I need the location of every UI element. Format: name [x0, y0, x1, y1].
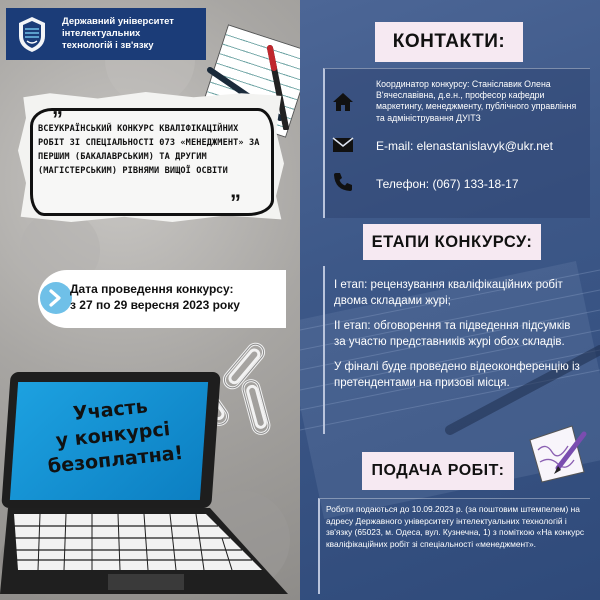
contacts-heading: КОНТАКТИ:: [375, 22, 523, 62]
home-icon: [331, 90, 355, 114]
free-line2: у конкурсі: [54, 418, 172, 452]
university-name: [62, 16, 202, 52]
free-line3: безоплатна!: [46, 441, 185, 478]
coordinator-info: Координатор конкурсу: Станіславик Олена В'ячеславівна, д.е.н., професор кафедри маркетингу, менеджменту, публічного управління та адміністрування ДУІТЗ: [376, 79, 577, 123]
arrow-badge: [40, 282, 72, 314]
stage-2: ІІ етап: обговорення та підведення підсумків за участю представників журі обох складів.: [334, 320, 571, 348]
university-emblem-icon: [12, 14, 52, 54]
contact-phone[interactable]: Телефон: (067) 133-18-17: [376, 177, 519, 191]
university-name-line3: технологій і зв'язку: [62, 40, 154, 51]
stages-heading: ЕТАПИ КОНКУРСУ:: [363, 224, 541, 260]
submission-heading: ПОДАЧА РОБІТ:: [362, 452, 514, 490]
laptop-keyboard: [0, 508, 290, 596]
free-line1: Участь: [71, 395, 149, 425]
phone-icon[interactable]: [331, 170, 355, 194]
quote-close-mark: ”: [230, 190, 241, 215]
signature-pen-icon: [524, 420, 590, 486]
arrow-right-icon: [40, 282, 72, 314]
submission-text: Роботи подаються до 10.09.2023 р. (за поштовим штемпелем) на адресу Державного університету інтелектуальних технологій і зв'язку (65023, м. Одеса, вул. Кузнечна, 1) з поміткою «На конкурс кваліфікаційних робіт зі спеціальності «менеджмент».: [326, 504, 585, 549]
quote-open-mark: „: [52, 94, 63, 119]
university-logo-bar[interactable]: [6, 8, 206, 60]
contact-email[interactable]: E-mail: elenastanislavyk@ukr.net: [376, 139, 553, 153]
mail-icon[interactable]: [331, 133, 355, 157]
stages-text: [334, 278, 584, 401]
free-participation-text: [34, 390, 191, 480]
stage-final: У фіналі буде проведено відеоконференцію із претендентами на призові місця.: [334, 361, 580, 389]
stage-1: І етап: рецензування кваліфікаційних робіт двома складами журі;: [334, 279, 563, 307]
university-name-line2: інтелектуальних: [62, 28, 141, 39]
contest-date: [70, 281, 286, 313]
contest-date-label: Дата проведення конкурсу:: [70, 282, 234, 296]
university-name-line1: Державний університет: [62, 16, 174, 27]
contest-title: ВСЕУКРАЇНСЬКИЙ КОНКУРС КВАЛІФІКАЦІЙНИХ РОБІТ ЗІ СПЕЦІАЛЬНОСТІ 073 «МЕНЕДЖМЕНТ» ЗА ПЕРШИМ (БАКАЛАВРСЬКИМ) ТА ДРУГИМ (МАГІСТЕРСЬКИМ) РІВНЯМИ ВИЩОЇ ОСВІТИ: [38, 124, 260, 176]
contest-date-value: з 27 по 29 вересня 2023 року: [70, 298, 240, 312]
